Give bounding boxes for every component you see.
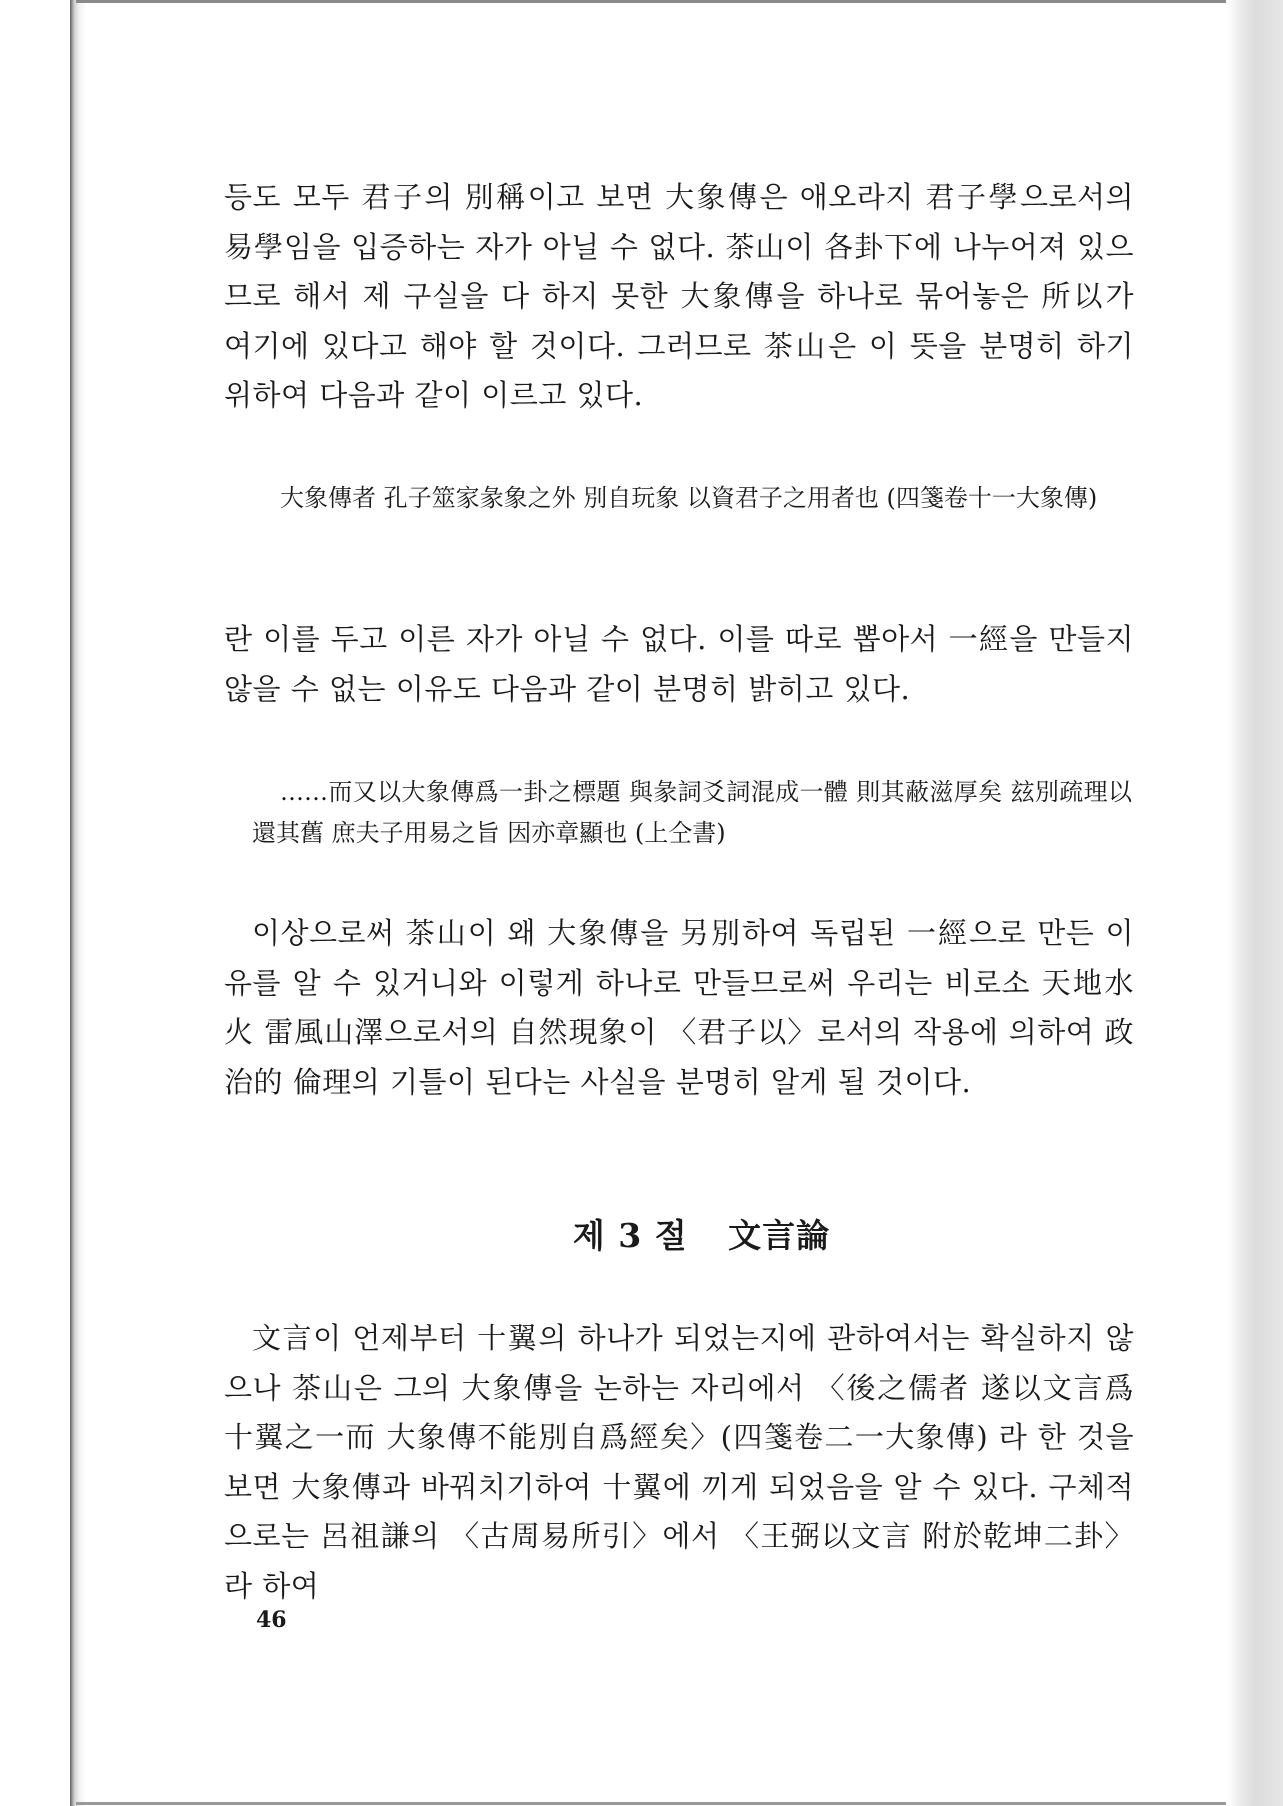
page-left-edge: [70, 0, 86, 1806]
body-paragraph: 文言이 언제부터 十翼의 하나가 되었는지에 관하여서는 확실하지 않으나 茶山은 그의 大象傳을 논하는 자리에서 〈後之儒者 遂以文言爲十翼之一而 大象傳不能別自爲經矣〉(四箋卷二一大象傳) 라 한 것을 보면 大象傳과 바꿔치기하여 十翼에 끼게 되었음을 알 수 있다. 구체적으로는 呂祖謙의 〈古周易所引〉에서 〈王弼以文言 附於乾坤二卦〉라 하여: [224, 1321, 1134, 1603]
section-heading: [0, 1210, 1283, 1257]
page-number: 46: [256, 1607, 287, 1633]
page-bottom-edge: [76, 1802, 1226, 1805]
body-paragraph: 이상으로써 茶山이 왜 大象傳을 另別하여 독립된 一經으로 만든 이유를 알 수 있거니와 이렇게 하나로 만들므로써 우리는 비로소 天地水火 雷風山澤으로서의 自然現象이 〈君子以〉로서의 작용에 의하여 政治的 倫理의 기틀이 된다는 사실을 분명히 알게 될 것이다.: [224, 916, 1134, 1099]
block-quote: ……而又以大象傳爲一卦之標題 與彖詞爻詞混成一體 則其蔽滋厚矣 玆別疏理以還其舊 庶夫子用易之旨 因亦章顯也 (上仝書): [252, 778, 1132, 847]
page-right-shadow: [1228, 0, 1283, 1806]
body-paragraph: 등도 모두 君子의 別稱이고 보면 大象傳은 애오라지 君子學으로서의 易學임을 입증하는 자가 아닐 수 없다. 茶山이 各卦下에 나누어져 있으므로 해서 제 구실을 다 하지 못한 大象傳을 하나로 묶어놓은 所以가 여기에 있다고 해야 할 것이다. 그러므로 茶山은 이 뜻을 분명히 하기 위하여 다음과 같이 이르고 있다.: [224, 180, 1134, 412]
page-top-edge: [76, 0, 1226, 3]
block-quote: 大象傳者 孔子筮家彖象之外 別自玩象 以資君子之用者也 (四箋卷十一大象傳): [280, 484, 1098, 512]
section-number: 제 3 절: [572, 1216, 688, 1255]
section-title: 文言論: [728, 1216, 831, 1255]
body-paragraph: 란 이를 두고 이른 자가 아닐 수 없다. 이를 따로 뽑아서 一經을 만들지 않을 수 없는 이유도 다음과 같이 분명히 밝히고 있다.: [224, 622, 1134, 706]
